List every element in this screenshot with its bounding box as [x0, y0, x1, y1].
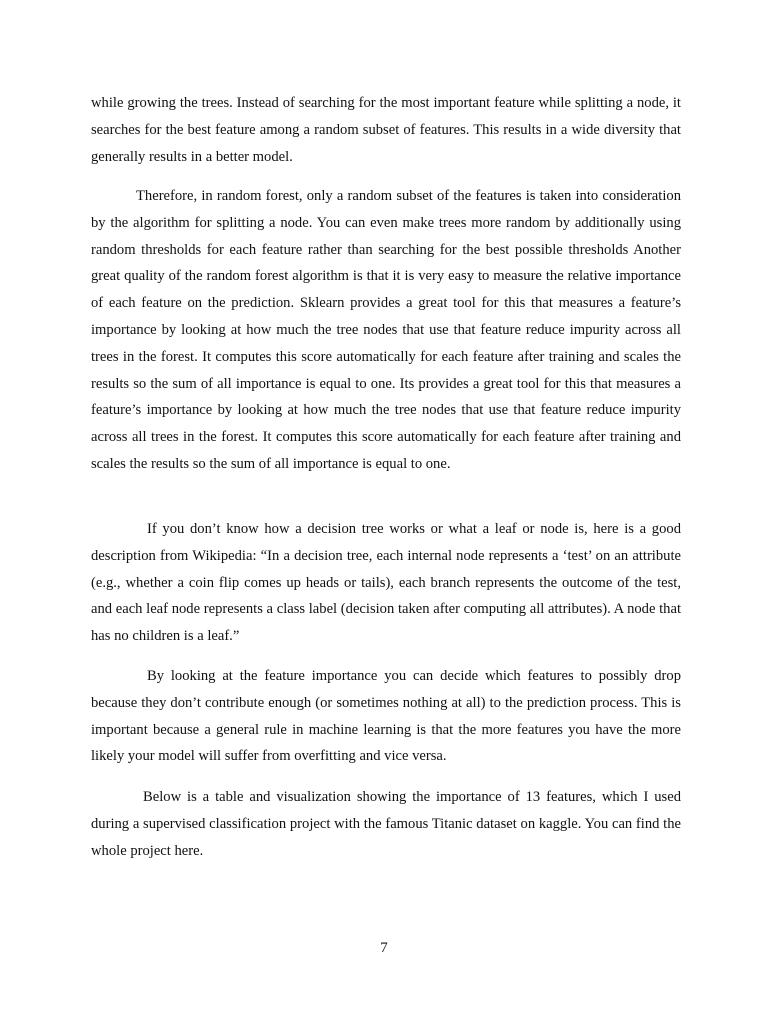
paragraph-continuation: while growing the trees. Instead of searching for the most important feature while splitting a node, it searches for the best feature among a random subset of features. This results in a wide diversity that generally results in a better model.: [91, 95, 681, 165]
paragraph-decision-tree: If you don’t know how a decision tree works or what a leaf or node is, here is a good description from Wikipedia: “In a decision tree, each internal node represents a ‘test’ on an attribute (e.g., whether a coin flip comes up heads or tails), each branch represents the outcome of the test, and each leaf node represents a class label (decision taken after computing all attributes). A node that has no children is a leaf.”: [91, 521, 681, 645]
paragraph-feature-importance: By looking at the feature importance you can decide which features to possibly drop because they don’t contribute enough (or sometimes nothing at all) to the prediction process. This is important because a general rule in machine learning is that the more features you have the more likely your model will suffer from overfitting and vice versa.: [91, 668, 681, 765]
paragraph-table-intro: Below is a table and visualization showing the importance of 13 features, which I used during a supervised classification project with the famous Titanic dataset on kaggle. You can find the whole project here.: [91, 789, 681, 859]
paragraph-random-forest: Therefore, in random forest, only a random subset of the features is taken into consideration by the algorithm for splitting a node. You can even make trees more random by additionally using random thresholds for each feature rather than searching for the best possible thresholds Another great quality of the random forest algorithm is that it is very easy to measure the relative importance of each feature on the prediction. Sklearn provides a great tool for this that measures a feature’s importance by looking at how much the tree nodes that use that feature reduce impurity across all trees in the forest. It computes this score automatically for each feature after training and scales the results so the sum of all importance is equal to one. Its provides a great tool for this that measures a feature’s importance by looking at how much the tree nodes that use that feature reduce impurity across all trees in the forest. It computes this score automatically for each feature after training and scales the results so the sum of all importance is equal to one.: [91, 188, 681, 472]
page-number: 7: [380, 940, 388, 956]
